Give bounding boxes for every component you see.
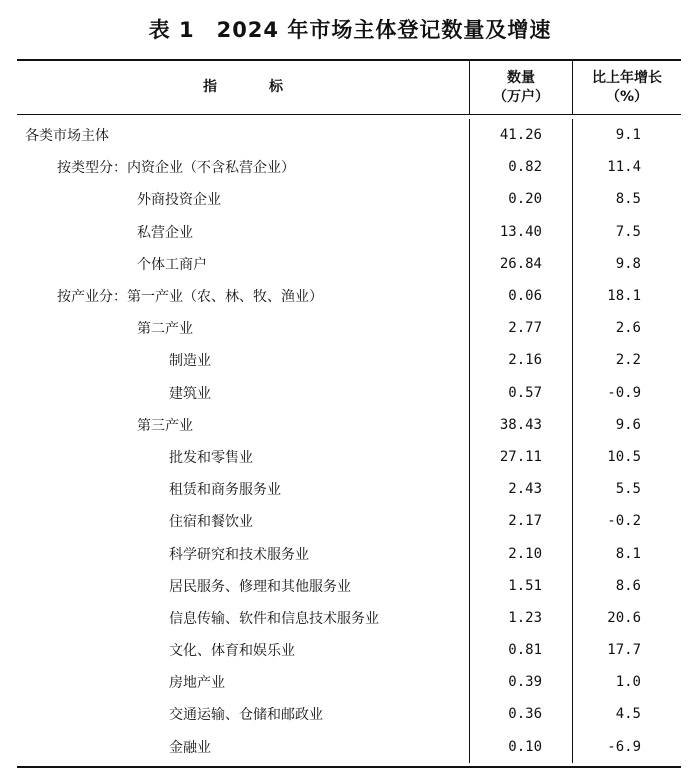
row-label: 金融业 (169, 739, 211, 756)
row-count: 0.57 (508, 384, 542, 401)
header-indicator (17, 61, 469, 114)
table-row (17, 151, 681, 183)
table-row (17, 119, 681, 151)
row-label: 科学研究和技术服务业 (169, 546, 309, 563)
row-label: 交通运输、仓储和邮政业 (169, 707, 323, 724)
row-label: 私营企业 (137, 224, 193, 241)
table-row (17, 602, 681, 634)
row-group-prefix: 按产业分： (57, 289, 127, 306)
row-growth: 5.5 (615, 481, 641, 498)
data-table (17, 59, 681, 768)
row-growth: 1.0 (615, 674, 641, 691)
row-count: 1.51 (508, 577, 542, 594)
row-label: 批发和零售业 (169, 449, 253, 466)
table-body (17, 115, 681, 766)
table-row (17, 634, 681, 666)
row-count: 26.84 (499, 255, 542, 272)
row-growth: 9.1 (615, 127, 641, 144)
row-growth: 18.1 (607, 288, 641, 305)
table-row (17, 344, 681, 376)
table-row (17, 731, 681, 763)
row-label: 租赁和商务服务业 (169, 482, 281, 499)
row-label: 房地产业 (169, 675, 225, 692)
table-row (17, 666, 681, 698)
row-count: 0.10 (508, 738, 542, 755)
table-row (17, 441, 681, 473)
row-count: 0.06 (508, 288, 542, 305)
table-row (17, 537, 681, 569)
header-count-line1: 数量 (507, 69, 535, 86)
row-label: 信息传输、软件和信息技术服务业 (169, 610, 379, 627)
header-indicator-a: 指 (203, 79, 217, 95)
table-header (17, 61, 681, 115)
header-growth-line1: 比上年增长 (592, 69, 662, 86)
row-label: 第一产业（农、林、牧、渔业） (127, 289, 323, 306)
row-label: 第二产业 (137, 321, 193, 338)
row-growth: 2.6 (615, 320, 641, 337)
row-group-prefix: 按类型分： (57, 160, 127, 177)
row-growth: 20.6 (607, 609, 641, 626)
row-label: 内资企业（不含私营企业） (127, 160, 295, 177)
header-growth-line2: （%） (605, 88, 649, 105)
row-label: 建筑业 (169, 385, 211, 402)
row-count: 38.43 (499, 416, 542, 433)
row-count: 41.26 (499, 127, 542, 144)
row-count: 2.43 (508, 481, 542, 498)
table-row (17, 570, 681, 602)
row-growth: -6.9 (607, 738, 641, 755)
table-row (17, 183, 681, 215)
row-label: 文化、体育和娱乐业 (169, 643, 295, 660)
row-count: 1.23 (508, 609, 542, 626)
header-growth (572, 61, 681, 114)
row-count: 0.20 (508, 191, 542, 208)
header-count-line2: （万户） (493, 88, 549, 105)
header-count (469, 61, 572, 114)
row-count: 0.36 (508, 706, 542, 723)
row-growth: 10.5 (607, 448, 641, 465)
table-row (17, 377, 681, 409)
row-count: 13.40 (499, 223, 542, 240)
row-label: 居民服务、修理和其他服务业 (169, 578, 351, 595)
row-growth: 11.4 (607, 159, 641, 176)
row-growth: 2.2 (615, 352, 641, 369)
table-row (17, 505, 681, 537)
row-count: 0.39 (508, 674, 542, 691)
row-growth: 9.6 (615, 416, 641, 433)
row-count: 0.81 (508, 642, 542, 659)
row-growth: -0.2 (607, 513, 641, 530)
row-label: 个体工商户 (137, 256, 207, 273)
row-count: 2.10 (508, 545, 542, 562)
row-growth: 8.1 (615, 545, 641, 562)
row-count: 27.11 (499, 448, 542, 465)
table-row (17, 280, 681, 312)
row-growth: 17.7 (607, 642, 641, 659)
row-label: 各类市场主体 (25, 128, 109, 145)
row-growth: 7.5 (615, 223, 641, 240)
row-growth: 8.6 (615, 577, 641, 594)
table-row (17, 248, 681, 280)
row-label: 第三产业 (137, 417, 193, 434)
row-label: 外商投资企业 (137, 192, 221, 209)
row-count: 2.16 (508, 352, 542, 369)
row-count: 0.82 (508, 159, 542, 176)
table-row (17, 698, 681, 730)
table-title-text: 2024 年市场主体登记数量及增速 (216, 18, 552, 42)
table-row (17, 216, 681, 248)
row-growth: 9.8 (615, 255, 641, 272)
row-label: 制造业 (169, 353, 211, 370)
table-row (17, 312, 681, 344)
table-row (17, 409, 681, 441)
table-row (17, 473, 681, 505)
table-title (0, 14, 700, 44)
table-number: 表 1 (148, 18, 195, 42)
row-growth: 8.5 (615, 191, 641, 208)
row-growth: 4.5 (615, 706, 641, 723)
row-count: 2.77 (508, 320, 542, 337)
row-growth: -0.9 (607, 384, 641, 401)
row-count: 2.17 (508, 513, 542, 530)
header-indicator-b: 标 (269, 79, 283, 95)
row-label: 住宿和餐饮业 (169, 514, 253, 531)
